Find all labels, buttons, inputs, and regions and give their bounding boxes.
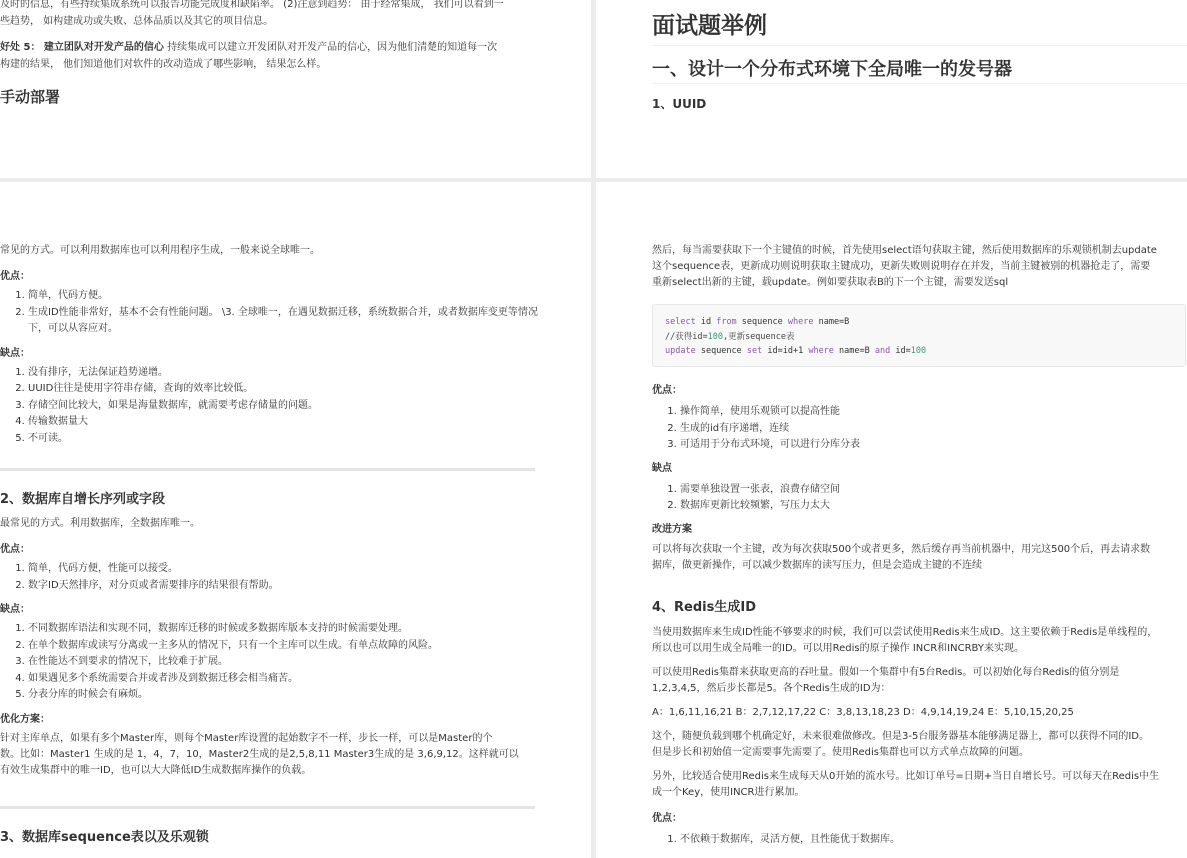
doc-page-bottom-left bbox=[0, 182, 591, 858]
pros-label: 优点： bbox=[0, 271, 30, 282]
list-item: 5. 分表分库的时候会有麻烦。 bbox=[28, 687, 540, 704]
paragraph-line: 据库，做更新操作，可以减少数据库的读写压力，但是会造成主键的不连续 bbox=[652, 559, 982, 571]
paragraph-line: 成一个Key，使用INCR进行累加。 bbox=[652, 787, 805, 798]
paragraph-line: 但是步长和初始值一定需要事先需要了。使用Redis集群也可以方式单点故障的问题。 bbox=[652, 747, 1029, 758]
paragraph-line: 针对主库单点，如果有多个Master库，则每个Master库设置的起始数字不一样，步长一样，可以是Master的个 bbox=[0, 732, 493, 744]
paragraph-line: 这个，随便负载到哪个机确定好，未来很难做修改。但是3-5台服务器基本能够满足器上，都可以获得不同的ID。 bbox=[652, 731, 1149, 742]
list-item: 3. 可适用于分布式环境，可以进行分库分表 bbox=[680, 437, 1187, 454]
code-keyword: set bbox=[746, 346, 763, 356]
intro-text: 最常见的方式。利用数据库，全数据库唯一。 bbox=[0, 518, 200, 529]
cons-label: 缺点 bbox=[652, 462, 672, 474]
code-text: sequence bbox=[695, 346, 747, 356]
code-comment: ,更新sequence表 bbox=[722, 331, 795, 342]
paragraph-line: 构建的结果， 他们知道他们对软件的改动造成了哪些影响， 结果怎么样。 bbox=[0, 59, 327, 70]
code-line bbox=[665, 315, 1173, 330]
cons-list bbox=[0, 365, 540, 448]
divider bbox=[652, 83, 1187, 84]
paragraph-line: 所以也可以用生成全局唯一的ID。可以用Redis的原子操作 INCR和INCRBY来实现。 bbox=[652, 643, 1024, 654]
list-item: 5. 不可读。 bbox=[28, 431, 540, 448]
pros-list bbox=[0, 288, 540, 338]
pros-label: 优点： bbox=[0, 544, 30, 555]
code-keyword: select bbox=[665, 317, 696, 327]
paragraph-line: 这个sequence表，更新成功则说明获取主键成功，更新失败则说明存在并发，当前主键被别的机器抢走了，需要 bbox=[652, 261, 1151, 272]
list-item: 1. 需要单独设置一张表，浪费存储空间 bbox=[680, 482, 1187, 499]
db-autoincrement-section bbox=[0, 488, 540, 779]
benefit-5-paragraph bbox=[0, 40, 497, 56]
page-title: 面试题举例 bbox=[652, 13, 767, 39]
code-line bbox=[665, 344, 1173, 359]
list-item: 2. 生成的id有序递增，连续 bbox=[680, 421, 1187, 438]
code-text: name=B bbox=[833, 346, 875, 356]
cons-list bbox=[0, 621, 540, 704]
list-item: 4. 传输数据量大 bbox=[28, 414, 540, 431]
code-text: id= bbox=[890, 346, 911, 356]
list-item: 3. 存储空间比较大，如果是海量数据库，就需要考虑存储量的问题。 bbox=[28, 398, 540, 415]
list-item: 1. 简单，代码方便，性能可以接受。 bbox=[28, 561, 540, 578]
section-heading: 手动部署 bbox=[0, 88, 61, 106]
doc-page-top-right bbox=[596, 0, 1187, 178]
improve-label: 改进方案 bbox=[652, 523, 692, 535]
list-item: 2. UUID往往是使用字符串存储，查询的效率比较低。 bbox=[28, 381, 540, 398]
paragraph-line: A：1,6,11,16,21 B：2,7,12,17,22 C：3,8,13,18,23 D：4,9,14,19,24 E：5,10,15,20,25 bbox=[652, 707, 1074, 718]
section-heading: 一、设计一个分布式环境下全局唯一的发号器 bbox=[652, 59, 1012, 80]
paragraph-line: 及时的信息，有些持续集成系统可以报告功能完成度和缺陷率。 (2)注意到趋势： 由于经常集成， 我们可以看到一 bbox=[0, 0, 504, 10]
list-item: 2. 在单个数据库或读写分离或一主多从的情况下，只有一个主库可以生成。有单点故障的风险。 bbox=[28, 638, 540, 655]
code-text: id=id+1 bbox=[762, 346, 809, 356]
list-item: 1. 没有排序，无法保证趋势递增。 bbox=[28, 365, 540, 382]
code-keyword: where bbox=[787, 317, 814, 327]
uuid-section bbox=[0, 243, 540, 447]
doc-page-top-left bbox=[0, 0, 591, 178]
code-number: 100 bbox=[707, 331, 723, 342]
list-item: 4. 如果遇见多个系统需要合并或者涉及到数据迁移会相当痛苦。 bbox=[28, 671, 540, 688]
list-item: 2. 生成ID性能非常好，基本不会有性能问题。 \3. 全球唯一，在遇见数据迁移，系统数据合并，或者数据库变更等情况下，可以从容应对。 bbox=[28, 305, 540, 338]
optimize-label: 优化方案： bbox=[0, 713, 50, 725]
paragraph-line: 可以将每次获取一个主键，改为每次获取500个或者更多，然后缓存再当前机器中，用完这500个后，再去请求数 bbox=[652, 543, 1151, 555]
section-heading: 4、Redis生成ID bbox=[652, 600, 757, 615]
code-text: id bbox=[695, 317, 717, 327]
code-keyword: where bbox=[808, 346, 834, 356]
doc-page-bottom-right bbox=[596, 182, 1187, 858]
paragraph-line: 当使用数据库来生成ID性能不够要求的时候，我们可以尝试使用Redis来生成ID。这主要依赖于Redis是单线程的， bbox=[652, 627, 1158, 638]
paragraph-line: 另外，比较适合使用Redis来生成每天从0开始的流水号。比如订单号=日期+当日自增长号。可以每天在Redis中生 bbox=[652, 771, 1160, 782]
paragraph-line: 有效生成集群中的唯一ID，也可以大大降低ID生成数据库操作的负载。 bbox=[0, 764, 312, 776]
code-keyword: from bbox=[716, 317, 737, 327]
sequence-intro bbox=[652, 243, 1187, 291]
paragraph-line: 些趋势， 如构建成功或失败、总体品质以及其它的项目信息。 bbox=[0, 16, 274, 27]
divider bbox=[0, 468, 535, 471]
list-item: 1. 不依赖于数据库，灵活方便，且性能优于数据库。 bbox=[680, 832, 1187, 849]
benefit-5-text: 持续集成可以建立开发团队对开发产品的信心，因为他们清楚的知道每一次 bbox=[163, 42, 498, 53]
pros-list bbox=[652, 404, 1187, 454]
list-item: 1. 不同数据库语法和实现不同，数据库迁移的时候或多数据库版本支持的时候需要处理。 bbox=[28, 621, 540, 638]
code-comment: //获得id= bbox=[665, 331, 708, 342]
divider bbox=[0, 806, 535, 809]
paragraph-line: 数。比如：Master1 生成的是 1，4，7，10，Master2生成的是2,5,8,11 Master3生成的是 3,6,9,12。这样就可以 bbox=[0, 748, 519, 760]
cons-list bbox=[652, 482, 1187, 515]
paragraph-line: 可以使用Redis集群来获取更高的吞吐量。假如一个集群中有5台Redis。可以初始化每台Redis的值分别是 bbox=[652, 667, 1120, 678]
redis-section bbox=[652, 596, 1187, 849]
list-item: 2. 数字ID天然排序，对分页或者需要排序的结果很有帮助。 bbox=[28, 578, 540, 595]
list-item: 1. 操作简单，使用乐观锁可以提高性能 bbox=[680, 404, 1187, 421]
cons-label: 缺点： bbox=[0, 347, 30, 359]
paragraph-line: 1,2,3,4,5，然后步长都是5。各个Redis生成的ID为： bbox=[652, 683, 891, 694]
intro-text: 常见的方式。可以利用数据库也可以利用程序生成，一般来说全球唯一。 bbox=[0, 245, 320, 256]
code-text: name=B bbox=[813, 317, 850, 327]
pros-list bbox=[652, 832, 1187, 849]
benefit-5-label: 好处 5： 建立团队对开发产品的信心 bbox=[0, 42, 164, 53]
code-block bbox=[652, 304, 1186, 367]
section-heading: 2、数据库自增长序列或字段 bbox=[0, 492, 166, 507]
list-item: 2. 数据库更新比较频繁，写压力太大 bbox=[680, 498, 1187, 515]
paragraph-line: 重新select出新的主键，载update。例如要获取表B的下一个主键，需要发送sql bbox=[652, 277, 1009, 288]
pros-list bbox=[0, 561, 540, 594]
subsection-heading: 1、UUID bbox=[652, 97, 707, 111]
code-number: 100 bbox=[910, 346, 927, 356]
sequence-details bbox=[652, 381, 1187, 574]
list-item: 3. 在性能达不到要求的情况下，比较难于扩展。 bbox=[28, 654, 540, 671]
section-heading: 3、数据库sequence表以及乐观锁 bbox=[0, 830, 209, 845]
pros-label: 优点： bbox=[652, 385, 682, 396]
code-keyword: update bbox=[665, 346, 696, 356]
cons-label: 缺点： bbox=[0, 604, 30, 615]
paragraph-line: 然后，每当需要获取下一个主键值的时候，首先使用select语句获取主键，然后使用数据库的乐观锁机制去update bbox=[652, 245, 1157, 256]
code-text: sequence bbox=[736, 317, 788, 327]
pros-label: 优点： bbox=[652, 813, 682, 824]
code-line bbox=[665, 330, 1173, 345]
code-keyword: and bbox=[874, 346, 891, 356]
divider bbox=[652, 45, 1187, 46]
list-item: 1. 简单，代码方便。 bbox=[28, 288, 540, 305]
